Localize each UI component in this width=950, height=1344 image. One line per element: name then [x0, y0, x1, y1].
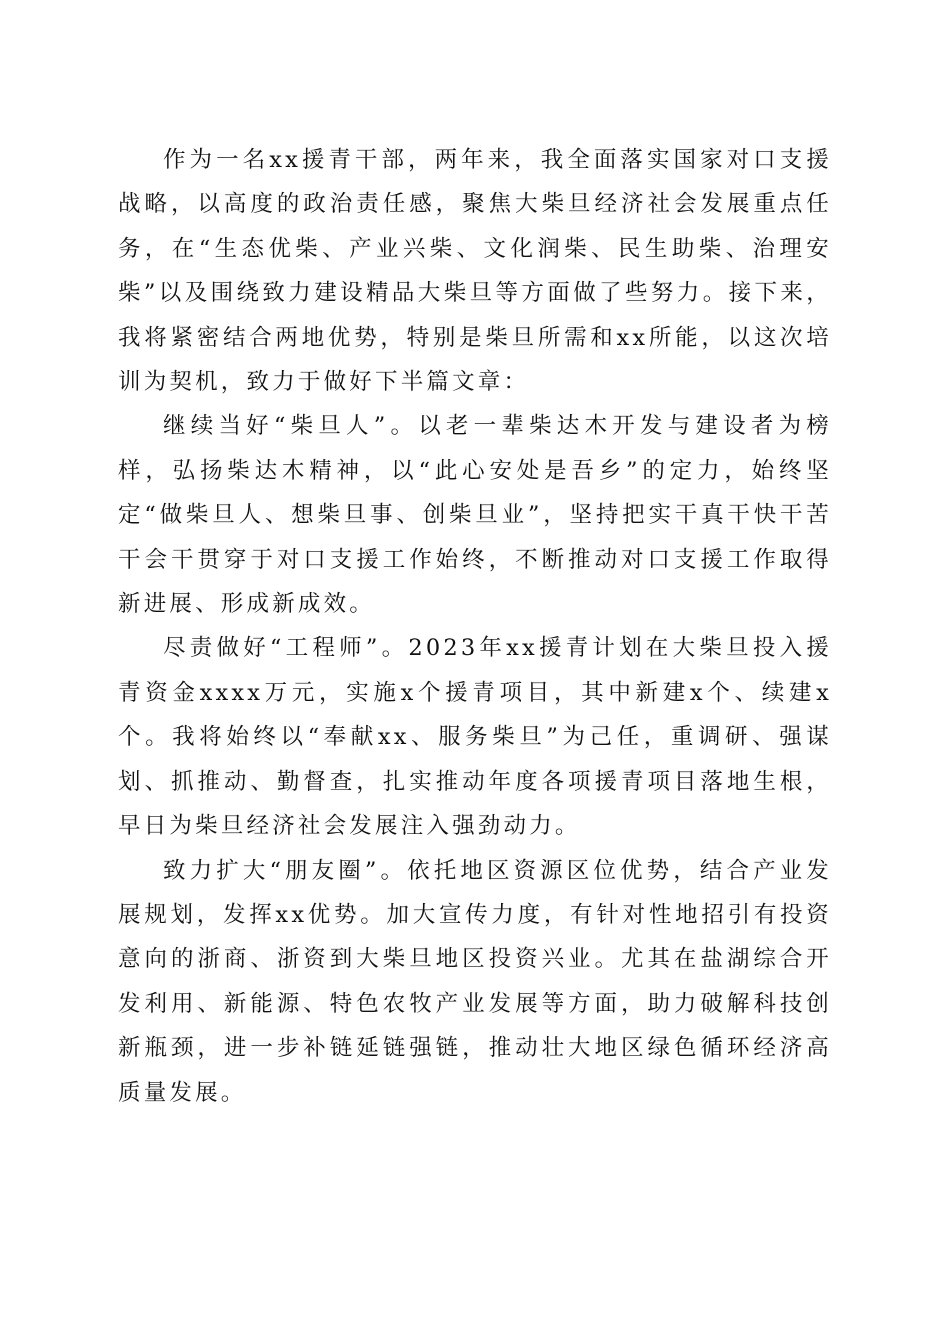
paragraph-friend-circle: 致力扩大“朋友圈”。依托地区资源区位优势，结合产业发展规划，发挥xx优势。加大宣传力度，有针对性地招引有投资意向的浙商、浙资到大柴旦地区投资兴业。尤其在盐湖综合开发利用、新能源、特色农牧产业发展等方面，助力破解科技创新瓶颈，进一步补链延链强链，推动壮大地区绿色循环经济高质量发展。	[118, 857, 832, 1106]
paragraph-engineer: 尽责做好“工程师”。2023年xx援青计划在大柴旦投入援青资金xxxx万元，实施x个援青项目，其中新建x个、续建x个。我将始终以“奉献xx、服务柴旦”为己任，重调研、强谋划、抓推动、勤督查，扎实推动年度各项援青项目落地生根，早日为柴旦经济社会发展注入强劲动力。	[118, 635, 832, 840]
paragraph-chaidan-person: 继续当好“柴旦人”。以老一辈柴达木开发与建设者为榜样，弘扬柴达木精神，以“此心安处是吾乡”的定力，始终坚定“做柴旦人、想柴旦事、创柴旦业”，坚持把实干真干快干苦干会干贯穿于对口支援工作始终，不断推动对口支援工作取得新进展、形成新成效。	[118, 413, 832, 618]
document-body	[118, 138, 832, 1115]
paragraph-intro: 作为一名xx援青干部，两年来，我全面落实国家对口支援战略，以高度的政治责任感，聚焦大柴旦经济社会发展重点任务，在“生态优柴、产业兴柴、文化润柴、民生助柴、治理安柴”以及围绕致力建设精品大柴旦等方面做了些努力。接下来，我将紧密结合两地优势，特别是柴旦所需和xx所能，以这次培训为契机，致力于做好下半篇文章：	[118, 147, 832, 396]
